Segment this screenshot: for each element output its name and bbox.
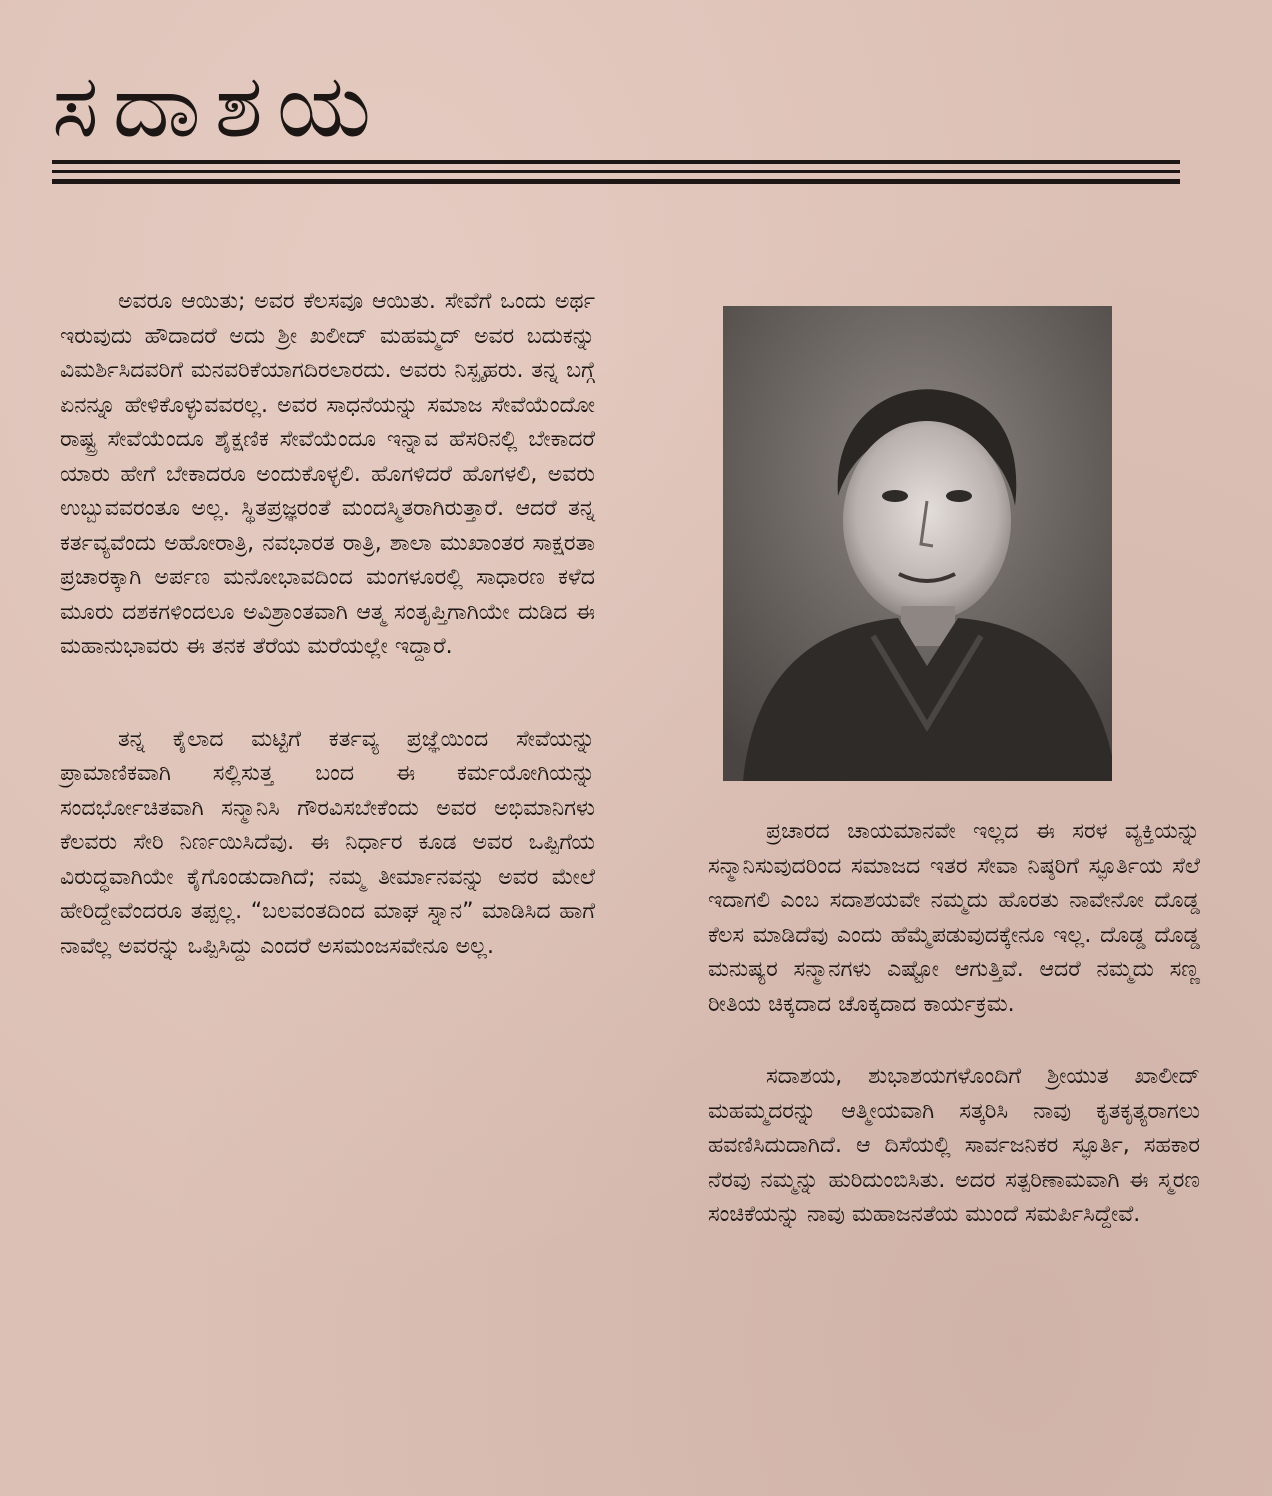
page-title: ಸದಾಶಯ bbox=[52, 54, 386, 157]
title-rule-bottom bbox=[52, 179, 1180, 184]
title-rule-top bbox=[52, 160, 1180, 164]
portrait-photo-icon bbox=[723, 306, 1112, 781]
left-paragraph-1: ಅವರೂ ಆಯಿತು; ಅವರ ಕೆಲಸವೂ ಆಯಿತು. ಸೇವೆಗೆ ಒಂದು ಅರ್ಥ ಇರುವುದು ಹೌದಾದರೆ ಅದು ಶ್ರೀ ಖಲೀದ್ ಮಹಮ್ಮದ್ ಅವರ ಬದುಕನ್ನು ವಿಮರ್ಶಿಸಿದವರಿಗೆ ಮನವರಿಕೆಯಾಗದಿರಲಾರದು. ಅವರು ನಿಸ್ಪೃಹರು. ತನ್ನ ಬಗ್ಗೆ ಏನನ್ನೂ ಹೇಳಿಕೊಳ್ಳುವವರಲ್ಲ. ಅವರ ಸಾಧನೆಯನ್ನು ಸಮಾಜ ಸೇವೆಯೆಂದೋ ರಾಷ್ಟ್ರ ಸೇವೆಯೆಂದೂ ಶೈಕ್ಷಣಿಕ ಸೇವೆಯೆಂದೂ ಇನ್ನಾವ ಹೆಸರಿನಲ್ಲಿ ಬೇಕಾದರೆ ಯಾರು ಹೇಗೆ ಬೇಕಾದರೂ ಅಂದುಕೊಳ್ಳಲಿ. ಹೊಗಳಿದರೆ ಹೊಗಳಲಿ, ಅವರು ಉಬ್ಬುವವರಂತೂ ಅಲ್ಲ. ಸ್ಥಿತಪ್ರಜ್ಞರಂತೆ ಮಂದಸ್ಮಿತರಾಗಿರುತ್ತಾರೆ. ಆದರೆ ತನ್ನ ಕರ್ತವ್ಯವೆಂದು ಅಹೋರಾತ್ರಿ, ನವಭಾರತ ರಾತ್ರಿ, ಶಾಲಾ ಮುಖಾಂತರ ಸಾಕ್ಷರತಾ ಪ್ರಚಾರಕ್ಕಾಗಿ ಅರ್ಪಣ ಮನೋಭಾವದಿಂದ ಮಂಗಳೂರಲ್ಲಿ ಸಾಧಾರಣ ಕಳೆದ ಮೂರು ದಶಕಗಳಿಂದಲೂ ಅವಿಶ್ರಾಂತವಾಗಿ ಆತ್ಮ ಸಂತೃಪ್ತಿಗಾಗಿಯೇ ದುಡಿದ ಈ ಮಹಾನುಭಾವರು ಈ ತನಕ ತೆರೆಯ ಮರೆಯಲ್ಲೇ ಇದ್ದಾರೆ. bbox=[60, 289, 595, 659]
right-paragraph-1: ಪ್ರಚಾರದ ಚಾಯಮಾನವೇ ಇಲ್ಲದ ಈ ಸರಳ ವ್ಯಕ್ತಿಯನ್ನು ಸನ್ಮಾನಿಸುವುದರಿಂದ ಸಮಾಜದ ಇತರ ಸೇವಾ ನಿಷ್ಠರಿಗೆ ಸ್ಫೂರ್ತಿಯ ಸೆಲೆ ಇದಾಗಲಿ ಎಂಬ ಸದಾಶಯವೇ ನಮ್ಮದು ಹೊರತು ನಾವೇನೋ ದೊಡ್ಡ ಕೆಲಸ ಮಾಡಿದೆವು ಎಂದು ಹೆಮ್ಮೆಪಡುವುದಕ್ಕೇನೂ ಇಲ್ಲ. ದೊಡ್ಡ ದೊಡ್ಡ ಮನುಷ್ಯರ ಸನ್ಮಾನಗಳು ಎಷ್ಟೋ ಆಗುತ್ತಿವೆ. ಆದರೆ ನಮ್ಮದು ಸಣ್ಣ ರೀತಿಯ ಚಿಕ್ಕದಾದ ಚೊಕ್ಕದಾದ ಕಾರ್ಯಕ್ರಮ. bbox=[708, 819, 1200, 1017]
left-paragraph-2: ತನ್ನ ಕೈಲಾದ ಮಟ್ಟಿಗೆ ಕರ್ತವ್ಯ ಪ್ರಜ್ಞೆಯಿಂದ ಸೇವೆಯನ್ನು ಪ್ರಾಮಾಣಿಕವಾಗಿ ಸಲ್ಲಿಸುತ್ತ ಬಂದ ಈ ಕರ್ಮಯೋಗಿಯನ್ನು ಸಂದರ್ಭೋಚಿತವಾಗಿ ಸನ್ಮಾನಿಸಿ ಗೌರವಿಸಬೇಕೆಂದು ಅವರ ಅಭಿಮಾನಿಗಳು ಕೆಲವರು ಸೇರಿ ನಿರ್ಣಯಿಸಿದೆವು. ಈ ನಿರ್ಧಾರ ಕೂಡ ಅವರ ಒಪ್ಪಿಗೆಯ ವಿರುದ್ಧವಾಗಿಯೇ ಕೈಗೊಂಡುದಾಗಿದೆ; ನಮ್ಮ ತೀರ್ಮಾನವನ್ನು ಅವರ ಮೇಲೆ ಹೇರಿದ್ದೇವೆಂದರೂ ತಪ್ಪಲ್ಲ. “ಬಲವಂತದಿಂದ ಮಾಘ ಸ್ನಾನ” ಮಾಡಿಸಿದ ಹಾಗೆ ನಾವೆಲ್ಲ ಅವರನ್ನು ಒಪ್ಪಿಸಿದ್ದು ಎಂದರೆ ಅಸಮಂಜಸವೇನೂ ಅಲ್ಲ. bbox=[60, 726, 595, 959]
left-column bbox=[60, 285, 595, 964]
right-column bbox=[708, 815, 1200, 1233]
title-rule-middle bbox=[52, 170, 1180, 173]
right-paragraph-2: ಸದಾಶಯ, ಶುಭಾಶಯಗಳೊಂದಿಗೆ ಶ್ರೀಯುತ ಖಾಲೀದ್ ಮಹಮ್ಮದರನ್ನು ಆತ್ಮೀಯವಾಗಿ ಸತ್ಕರಿಸಿ ನಾವು ಕೃತಕೃತ್ಯರಾಗಲು ಹವಣಿಸಿದುದಾಗಿದೆ. ಆ ದಿಸೆಯಲ್ಲಿ ಸಾರ್ವಜನಿಕರ ಸ್ಫೂರ್ತಿ, ಸಹಕಾರ ನೆರವು ನಮ್ಮನ್ನು ಹುರಿದುಂಬಿಸಿತು. ಅದರ ಸತ್ಪರಿಣಾಮವಾಗಿ ಈ ಸ್ಮರಣ ಸಂಚಿಕೆಯನ್ನು ನಾವು ಮಹಾಜನತೆಯ ಮುಂದೆ ಸಮರ್ಪಿಸಿದ್ದೇವೆ. bbox=[708, 1064, 1200, 1227]
